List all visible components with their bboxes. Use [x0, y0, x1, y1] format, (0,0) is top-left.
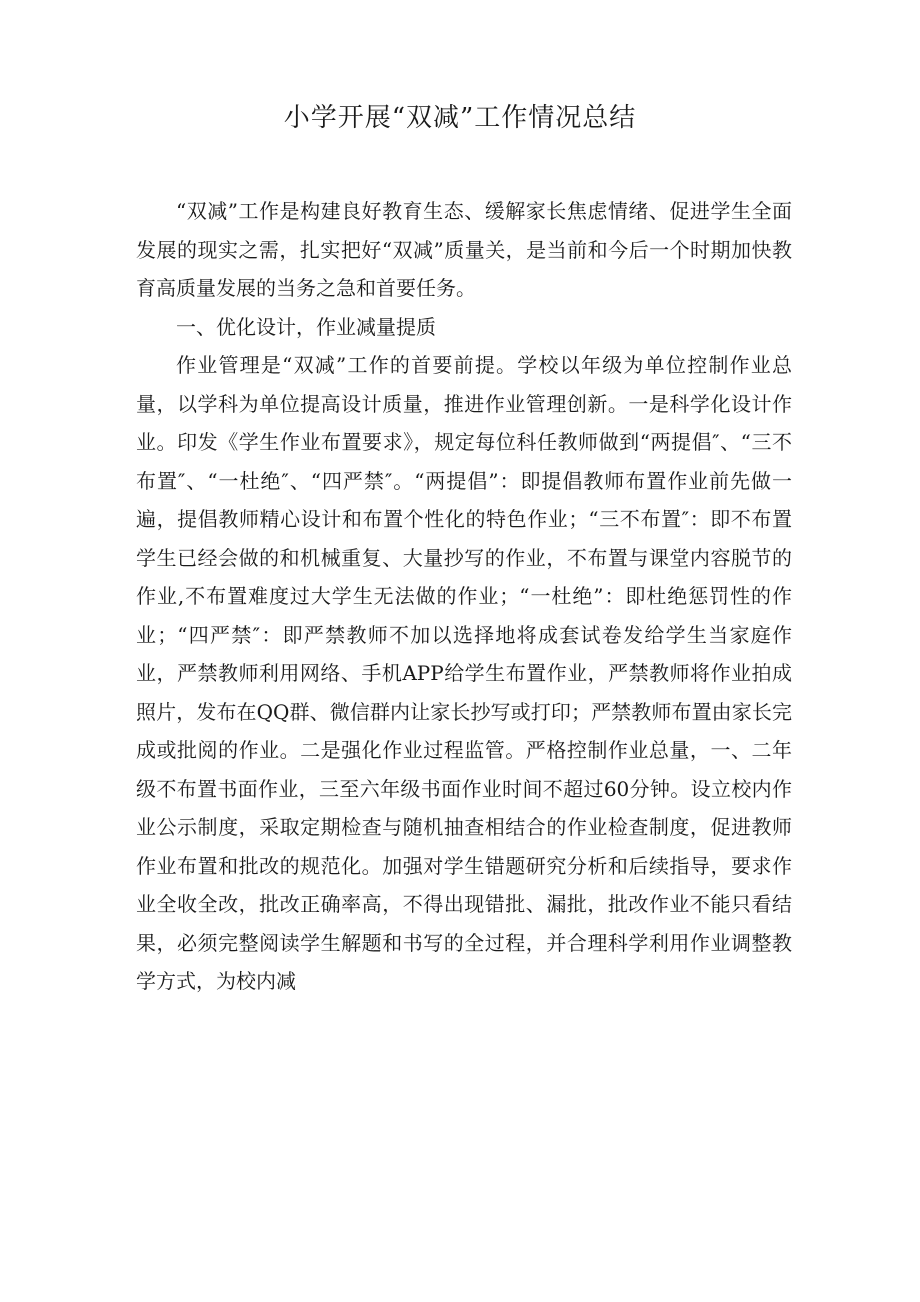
section-heading: 一、优化设计，作业减量提质: [176, 314, 436, 339]
document-body: [136, 192, 792, 1001]
intro-paragraph: “双减”工作是构建良好教育生态、缓解家长焦虑情绪、促进学生全面发展的现实之需，扎实把好“双减”质量关，是当前和今后一个时期加快教育高质量发展的当务之急和首要任务。: [136, 199, 792, 300]
document-title: 小学开展“双减”工作情况总结: [283, 103, 637, 133]
body-paragraph: 作业管理是“双减”工作的首要前提。学校以年级为单位控制作业总量，以学科为单位提高设计质量，推进作业管理创新。一是科学化设计作业。印发《学生作业布置要求》，规定每位科任教师做到“两提倡″、“三不布置″、“一杜绝″、“四严禁″。“两提倡”：即提倡教师布置作业前先做一遍，提倡教师精心设计和布置个性化的特色作业；“三不布置″：即不布置学生已经会做的和机械重复、大量抄写的作业，不布置与课堂内容脱节的作业,不布置难度过大学生无法做的作业；“一杜绝”：即杜绝惩罚性的作业；“四严禁″：即严禁教师不加以选择地将成套试卷发给学生当家庭作业，严禁教师利用网络、手机APP给学生布置作业，严禁教师将作业拍成照片，发布在QQ群、微信群内让家长抄写或打印；严禁教师布置由家长完成或批阅的作业。二是强化作业过程监管。严格控制作业总量，一、二年级不布置书面作业，三至六年级书面作业时间不超过60分钟。设立校内作业公示制度，采取定期检查与随机抽查相结合的作业检查制度，促进教师作业布置和批改的规范化。加强对学生错题研究分析和后续指导，要求作业全收全改，批改正确率高，不得出现错批、漏批，批改作业不能只看结果，必须完整阅读学生解题和书写的全过程，并合理科学利用作业调整教学方式，为校内减: [136, 353, 792, 993]
